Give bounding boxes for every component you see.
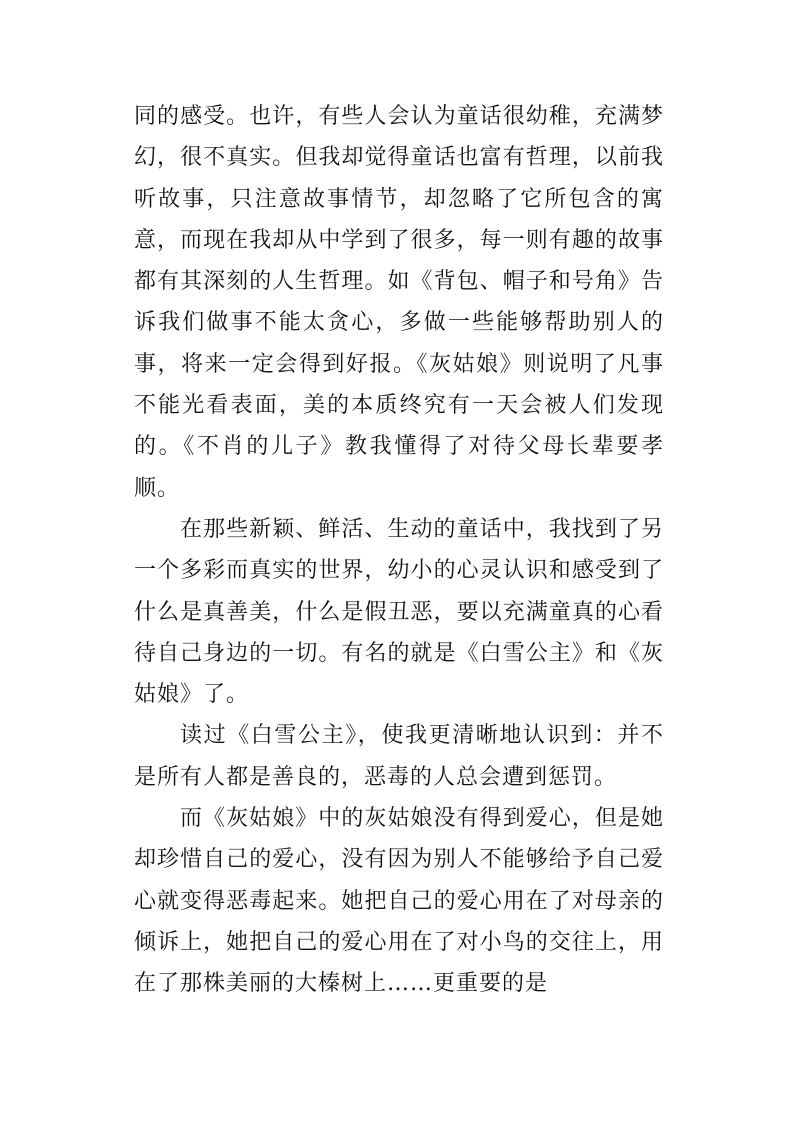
- paragraph-1: 同的感受。也许，有些人会认为童话很幼稚，充满梦幻，很不真实。但我却觉得童话也富有哲理，以前我听故事，只注意故事情节，却忽略了它所包含的寓意，而现在我却从中学到了很多，每一则有趣的故事都有其深刻的人生哲理。如《背包、帽子和号角》告诉我们做事不能太贪心，多做一些能够帮助别人的事，将来一定会得到好报。《灰姑娘》则说明了凡事不能光看表面，美的本质终究有一天会被人们发现的。《不肖的儿子》教我懂得了对待父母长辈要孝顺。: [134, 104, 664, 501]
- paragraph-2: 在那些新颖、鲜活、生动的童话中，我找到了另一个多彩而真实的世界，幼小的心灵认识和感受到了什么是真善美，什么是假丑恶，要以充满童真的心看待自己身边的一切。有名的就是《白雪公主》和《灰姑娘》了。: [134, 516, 664, 708]
- paragraph-3: 读过《白雪公主》，使我更清晰地认识到：并不是所有人都是善良的，恶毒的人总会遭到惩罚。: [134, 723, 664, 790]
- paragraph-4: 而《灰姑娘》中的灰姑娘没有得到爱心，但是她却珍惜自己的爱心，没有因为别人不能够给予自己爱心就变得恶毒起来。她把自己的爱心用在了对母亲的倾诉上，她把自己的爱心用在了对小鸟的交往上，用在了那株美丽的大榛树上……更重要的是: [134, 806, 664, 997]
- document-body: [134, 96, 664, 1005]
